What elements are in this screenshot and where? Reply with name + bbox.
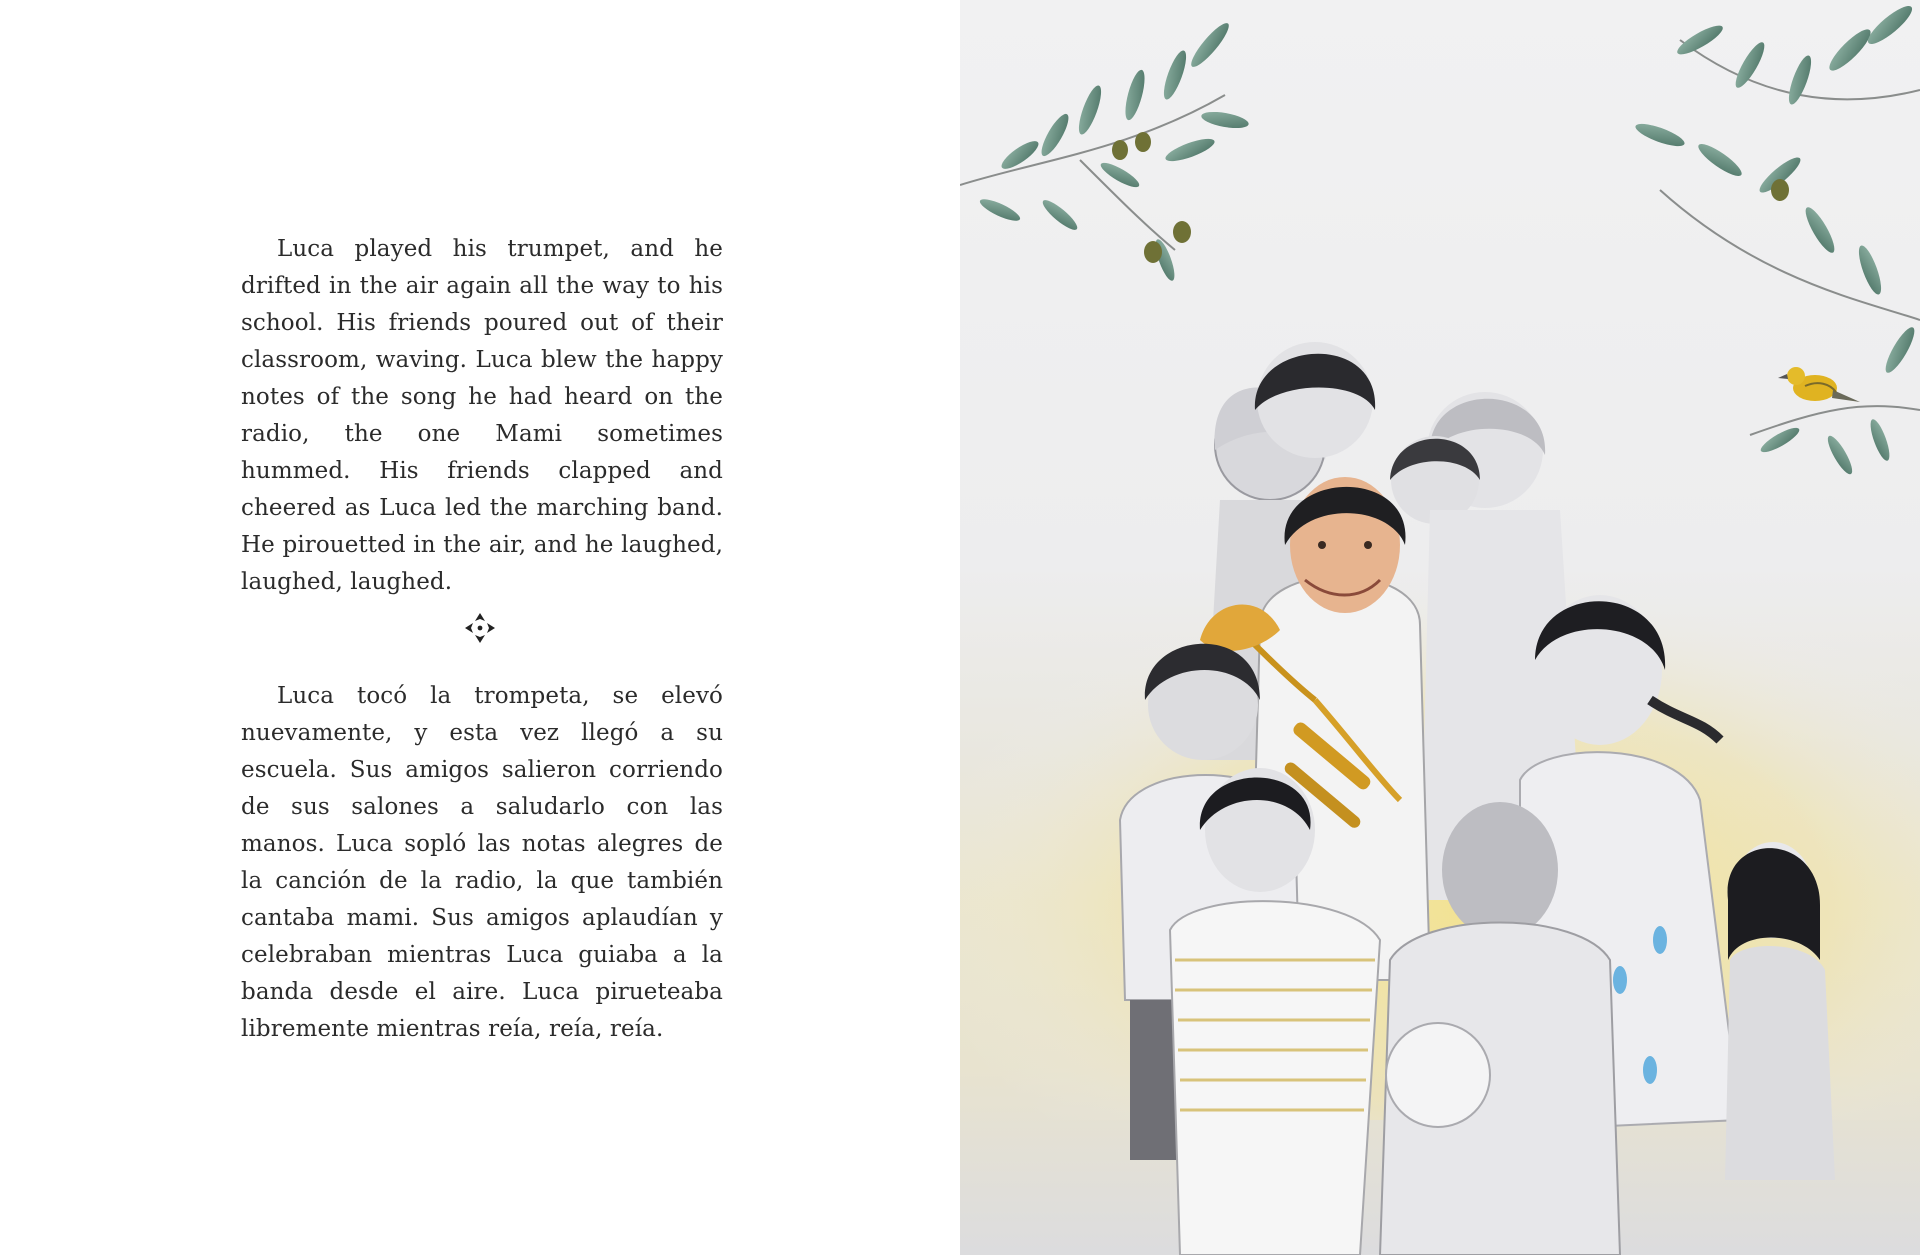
spanish-paragraph: Luca tocó la trompeta, se elevó nuevamente, y esta vez llegó a su escuela. Sus amigos salieron corriendo de sus salones a saludarlo con las manos. Luca sopló las notas alegres de la canción de la radio, la que también cantaba mami. Sus amigos aplaudían y celebraban mientras Luca guiaba a la banda desde el aire. Luca pirueteaba libremente mientras reía, reía, reía. — [241, 683, 723, 1042]
english-paragraph: Luca played his trumpet, and he drifted in the air again all the way to his school. His friends poured out of their classroom, waving. Luca blew the happy notes of the song he had heard on the radio, the one Mami sometimes hummed. His friends clapped and cheered as Luca led the marching band. He pirouetted in the air, and he laughed, laughed, laughed. — [241, 236, 723, 595]
olives-right — [1771, 179, 1789, 201]
children-with-trumpet-illustration — [960, 0, 1920, 1255]
english-text-block — [241, 231, 723, 601]
spanish-text-block — [241, 678, 723, 1048]
right-page — [960, 0, 1920, 1255]
yellow-bird — [1778, 367, 1860, 402]
four-point-star-icon — [463, 611, 497, 645]
